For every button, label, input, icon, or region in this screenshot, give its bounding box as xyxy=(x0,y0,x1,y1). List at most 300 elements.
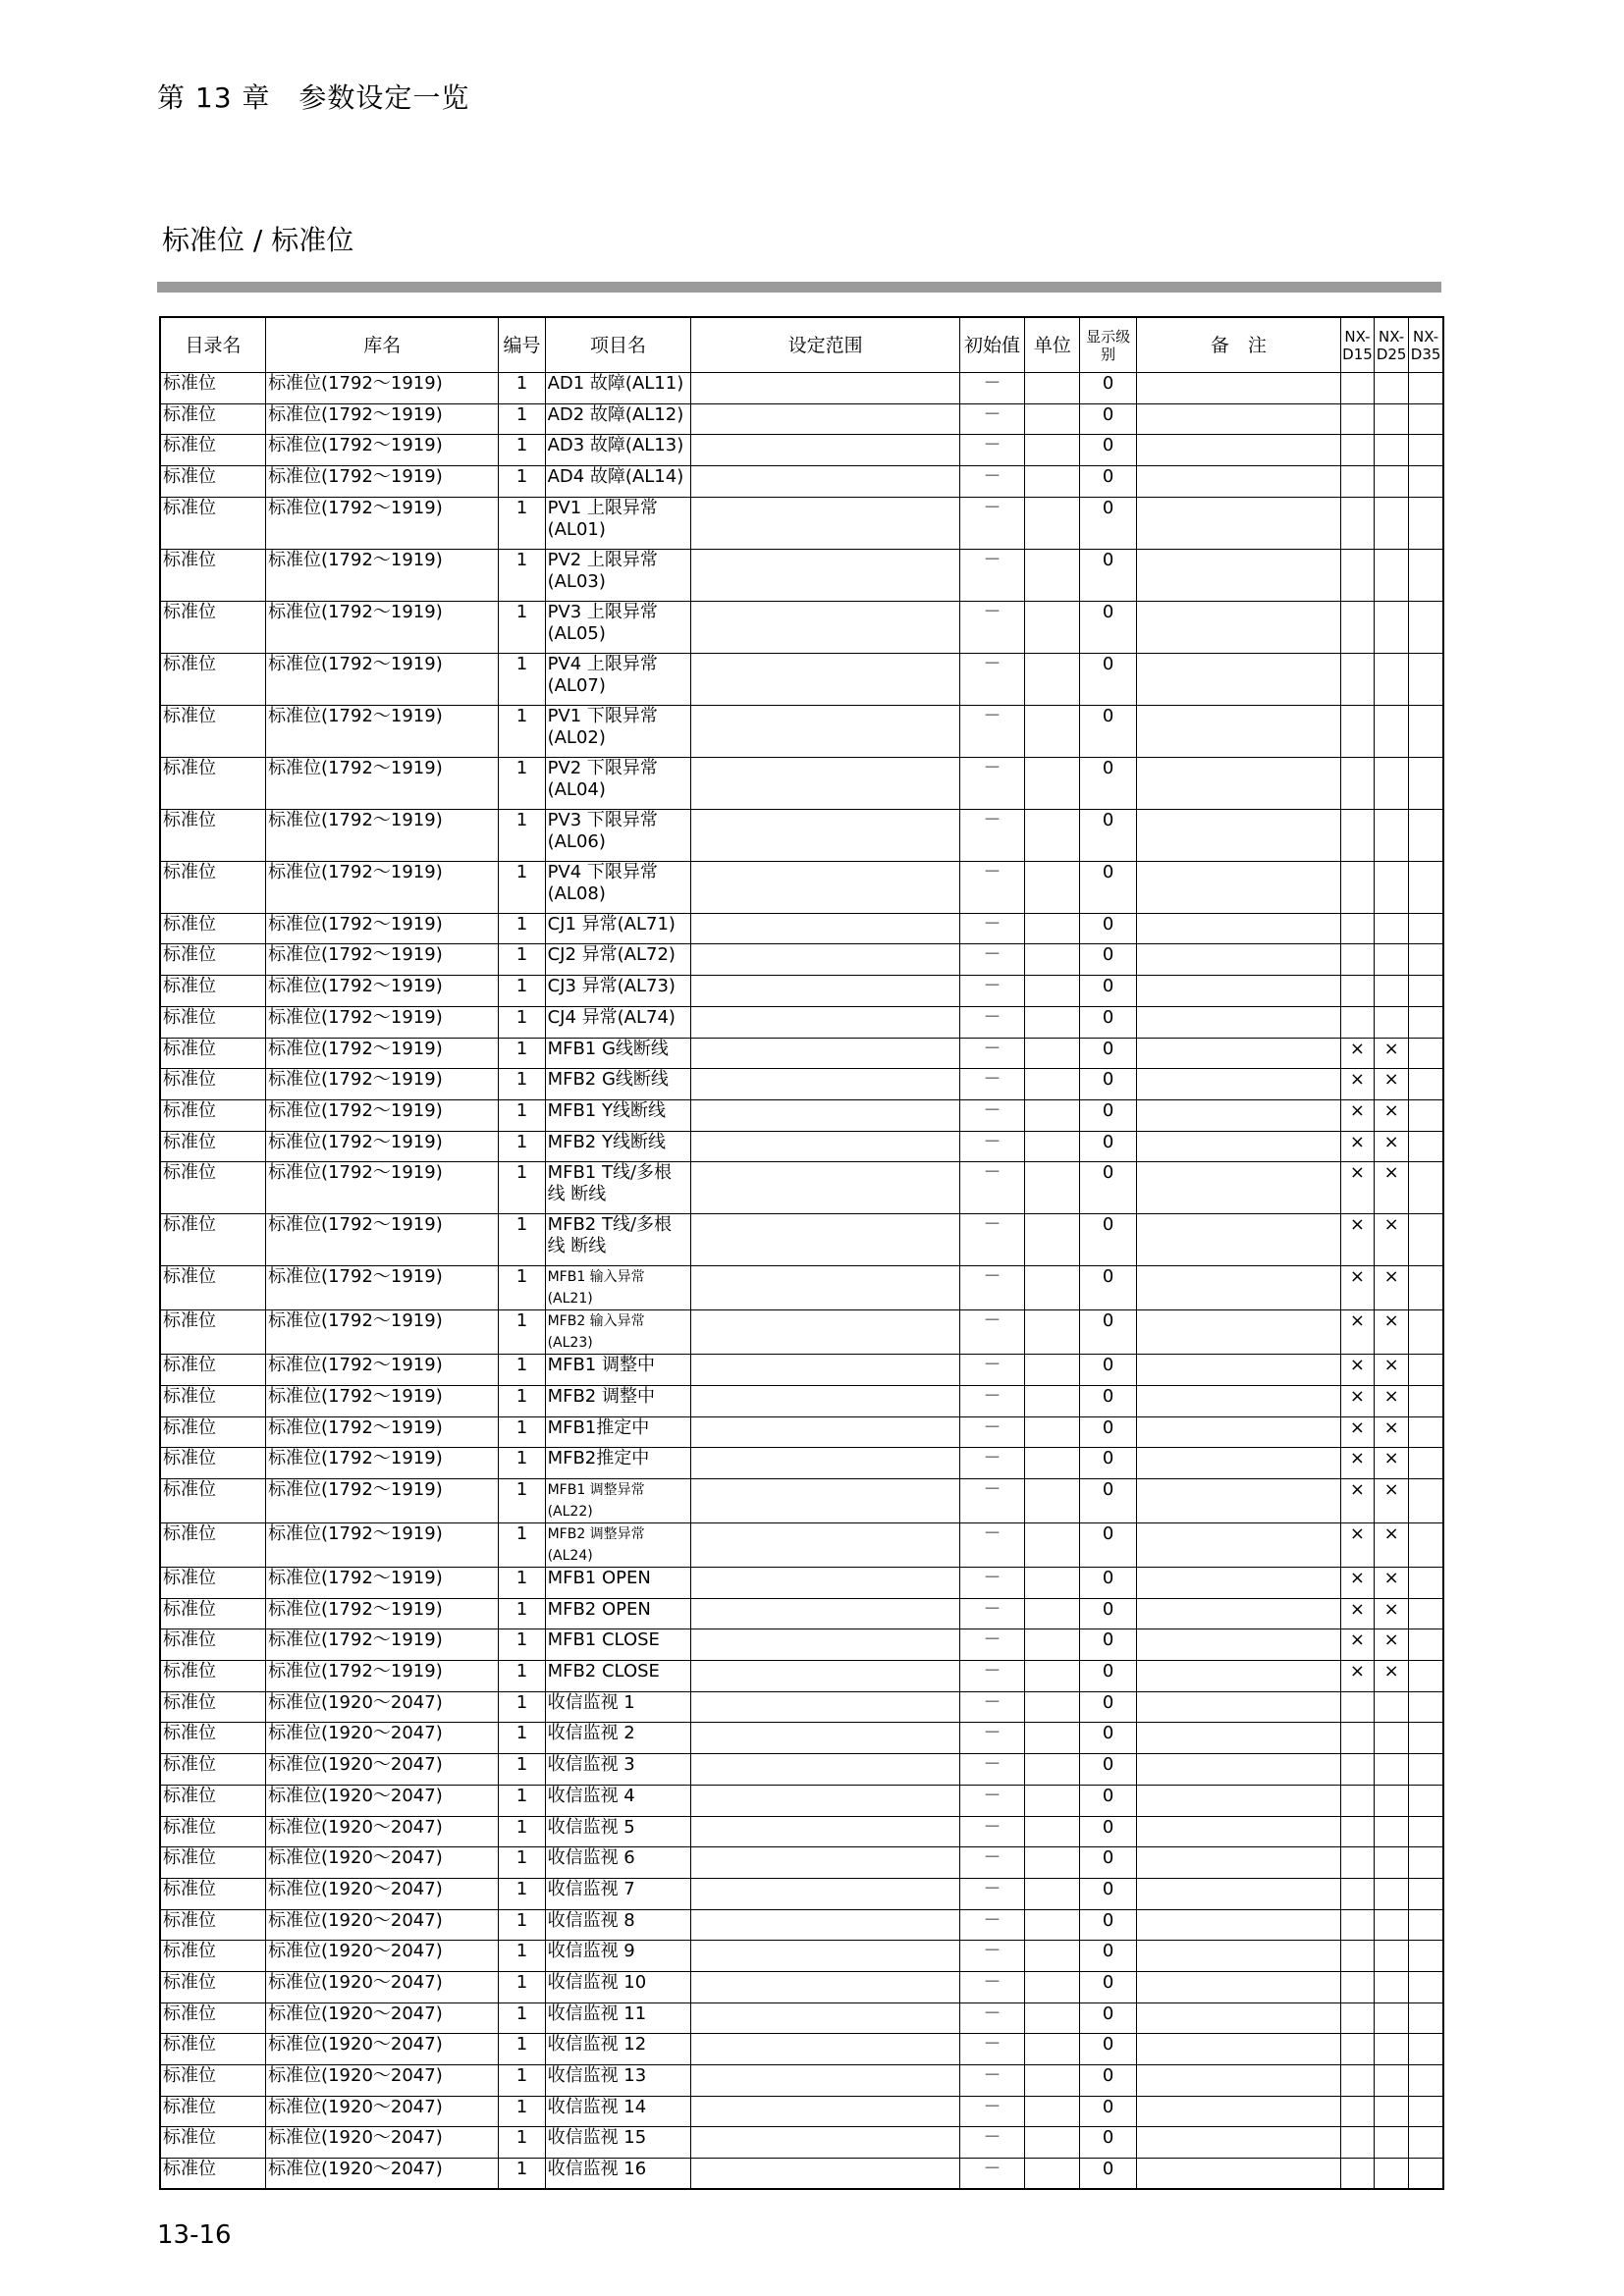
cell-remarks xyxy=(1136,913,1340,944)
cell-item: MFB2推定中 xyxy=(545,1448,691,1479)
cell-library: 标准位(1920～2047) xyxy=(266,1691,499,1723)
cell-nx-d35 xyxy=(1409,653,1443,705)
cell-item: AD3 故障(AL13) xyxy=(545,435,691,466)
cell-nx-d15 xyxy=(1340,653,1374,705)
header-library: 库名 xyxy=(266,317,499,373)
cell-initial: － xyxy=(959,1847,1024,1879)
cell-catalog: 标准位 xyxy=(160,1214,266,1266)
cell-item: CJ4 异常(AL74) xyxy=(545,1006,691,1038)
cell-remarks xyxy=(1136,1385,1340,1416)
cell-nx-d25 xyxy=(1375,403,1409,435)
cell-nx-d25: × xyxy=(1375,1629,1409,1661)
cell-initial: － xyxy=(959,757,1024,809)
cell-unit xyxy=(1025,1523,1080,1568)
cell-remarks xyxy=(1136,1131,1340,1162)
table-row xyxy=(160,913,1443,944)
cell-display-level: 0 xyxy=(1080,466,1136,498)
cell-catalog: 标准位 xyxy=(160,1099,266,1131)
cell-catalog: 标准位 xyxy=(160,809,266,861)
cell-nx-d25 xyxy=(1375,435,1409,466)
cell-range xyxy=(691,435,959,466)
cell-range xyxy=(691,2065,959,2097)
cell-unit xyxy=(1025,1909,1080,1941)
cell-display-level: 0 xyxy=(1080,757,1136,809)
cell-remarks xyxy=(1136,1310,1340,1355)
cell-initial: － xyxy=(959,1598,1024,1629)
cell-display-level: 0 xyxy=(1080,1661,1136,1692)
cell-initial: － xyxy=(959,1691,1024,1723)
cell-library: 标准位(1792～1919) xyxy=(266,809,499,861)
cell-nx-d15 xyxy=(1340,2127,1374,2159)
cell-nx-d35 xyxy=(1409,466,1443,498)
table-row xyxy=(160,1971,1443,2002)
cell-item: MFB1 输入异常(AL21) xyxy=(545,1266,691,1310)
cell-item: 收信监视 1 xyxy=(545,1691,691,1723)
cell-display-level: 0 xyxy=(1080,1479,1136,1523)
cell-nx-d35 xyxy=(1409,913,1443,944)
cell-unit xyxy=(1025,1878,1080,1909)
cell-nx-d15 xyxy=(1340,435,1374,466)
cell-range xyxy=(691,653,959,705)
cell-item: CJ3 异常(AL73) xyxy=(545,976,691,1007)
table-row xyxy=(160,497,1443,549)
table-row xyxy=(160,1661,1443,1692)
cell-initial: － xyxy=(959,976,1024,1007)
cell-nx-d25 xyxy=(1375,944,1409,976)
cell-range xyxy=(691,1131,959,1162)
cell-item: 收信监视 3 xyxy=(545,1754,691,1786)
table-row xyxy=(160,1941,1443,1972)
cell-remarks xyxy=(1136,2065,1340,2097)
cell-number: 1 xyxy=(499,435,545,466)
cell-range xyxy=(691,549,959,601)
table-row xyxy=(160,1847,1443,1879)
cell-unit xyxy=(1025,549,1080,601)
cell-item: MFB1 OPEN xyxy=(545,1568,691,1599)
cell-range xyxy=(691,1162,959,1214)
cell-nx-d15 xyxy=(1340,1754,1374,1786)
cell-library: 标准位(1792～1919) xyxy=(266,1568,499,1599)
cell-nx-d15 xyxy=(1340,2159,1374,2190)
header-display-level: 显示级别 xyxy=(1080,317,1136,373)
cell-range xyxy=(691,1941,959,1972)
cell-number: 1 xyxy=(499,497,545,549)
table-row xyxy=(160,2002,1443,2034)
cell-library: 标准位(1792～1919) xyxy=(266,1162,499,1214)
cell-item: 收信监视 7 xyxy=(545,1878,691,1909)
cell-nx-d15 xyxy=(1340,1941,1374,1972)
cell-display-level: 0 xyxy=(1080,1214,1136,1266)
cell-number: 1 xyxy=(499,601,545,653)
cell-number: 1 xyxy=(499,1131,545,1162)
cell-remarks xyxy=(1136,861,1340,913)
cell-unit xyxy=(1025,403,1080,435)
cell-nx-d35 xyxy=(1409,1448,1443,1479)
cell-nx-d35 xyxy=(1409,2065,1443,2097)
cell-nx-d25: × xyxy=(1375,1099,1409,1131)
cell-initial: － xyxy=(959,2065,1024,2097)
cell-library: 标准位(1920～2047) xyxy=(266,1971,499,2002)
table-row xyxy=(160,2159,1443,2190)
cell-remarks xyxy=(1136,1355,1340,1386)
cell-display-level: 0 xyxy=(1080,653,1136,705)
cell-nx-d35 xyxy=(1409,1909,1443,1941)
cell-initial: － xyxy=(959,1310,1024,1355)
cell-display-level: 0 xyxy=(1080,1069,1136,1100)
cell-library: 标准位(1792～1919) xyxy=(266,944,499,976)
table-row xyxy=(160,1479,1443,1523)
cell-remarks xyxy=(1136,497,1340,549)
cell-display-level: 0 xyxy=(1080,1416,1136,1448)
cell-unit xyxy=(1025,435,1080,466)
cell-range xyxy=(691,601,959,653)
cell-remarks xyxy=(1136,1069,1340,1100)
header-remarks: 备 注 xyxy=(1136,317,1340,373)
table-row xyxy=(160,653,1443,705)
cell-item: MFB1 调整异常(AL22) xyxy=(545,1479,691,1523)
cell-remarks xyxy=(1136,809,1340,861)
cell-catalog: 标准位 xyxy=(160,1785,266,1816)
cell-library: 标准位(1792～1919) xyxy=(266,1069,499,1100)
cell-range xyxy=(691,1878,959,1909)
cell-remarks xyxy=(1136,1816,1340,1847)
cell-catalog: 标准位 xyxy=(160,1006,266,1038)
cell-nx-d35 xyxy=(1409,2096,1443,2127)
cell-item: MFB1 调整中 xyxy=(545,1355,691,1386)
cell-display-level: 0 xyxy=(1080,1038,1136,1069)
cell-range xyxy=(691,2096,959,2127)
cell-nx-d15 xyxy=(1340,1971,1374,2002)
cell-nx-d25: × xyxy=(1375,1661,1409,1692)
cell-initial: － xyxy=(959,1785,1024,1816)
cell-item: MFB2 输入异常(AL23) xyxy=(545,1310,691,1355)
cell-catalog: 标准位 xyxy=(160,373,266,404)
cell-nx-d25 xyxy=(1375,2034,1409,2065)
cell-number: 1 xyxy=(499,1523,545,1568)
table-row xyxy=(160,1416,1443,1448)
cell-number: 1 xyxy=(499,913,545,944)
cell-catalog: 标准位 xyxy=(160,1416,266,1448)
cell-unit xyxy=(1025,2159,1080,2190)
cell-remarks xyxy=(1136,1479,1340,1523)
cell-item: MFB1 T线/多根线 断线 xyxy=(545,1162,691,1214)
cell-display-level: 0 xyxy=(1080,1816,1136,1847)
table-row xyxy=(160,944,1443,976)
cell-number: 1 xyxy=(499,1162,545,1214)
header-unit: 单位 xyxy=(1025,317,1080,373)
cell-nx-d25: × xyxy=(1375,1385,1409,1416)
table-row xyxy=(160,757,1443,809)
cell-unit xyxy=(1025,1416,1080,1448)
cell-item: 收信监视 11 xyxy=(545,2002,691,2034)
cell-nx-d25: × xyxy=(1375,1523,1409,1568)
cell-library: 标准位(1792～1919) xyxy=(266,1355,499,1386)
table-row xyxy=(160,2065,1443,2097)
cell-unit xyxy=(1025,1971,1080,2002)
cell-nx-d35 xyxy=(1409,403,1443,435)
cell-library: 标准位(1792～1919) xyxy=(266,1479,499,1523)
table-row xyxy=(160,1878,1443,1909)
cell-initial: － xyxy=(959,653,1024,705)
cell-unit xyxy=(1025,653,1080,705)
cell-unit xyxy=(1025,1069,1080,1100)
cell-item: MFB2 Y线断线 xyxy=(545,1131,691,1162)
table-row xyxy=(160,1162,1443,1214)
cell-number: 1 xyxy=(499,1754,545,1786)
cell-initial: － xyxy=(959,2096,1024,2127)
cell-number: 1 xyxy=(499,1006,545,1038)
section-title: 标准位 / 标准位 xyxy=(162,224,354,256)
cell-unit xyxy=(1025,944,1080,976)
cell-library: 标准位(1920～2047) xyxy=(266,1878,499,1909)
cell-item: 收信监视 12 xyxy=(545,2034,691,2065)
cell-nx-d15: × xyxy=(1340,1661,1374,1692)
cell-nx-d15 xyxy=(1340,2034,1374,2065)
cell-nx-d15 xyxy=(1340,403,1374,435)
cell-remarks xyxy=(1136,2002,1340,2034)
cell-nx-d15 xyxy=(1340,976,1374,1007)
cell-nx-d25 xyxy=(1375,1971,1409,2002)
cell-display-level: 0 xyxy=(1080,1723,1136,1754)
cell-unit xyxy=(1025,1006,1080,1038)
cell-nx-d35 xyxy=(1409,549,1443,601)
cell-nx-d25 xyxy=(1375,1941,1409,1972)
cell-remarks xyxy=(1136,2096,1340,2127)
cell-nx-d15: × xyxy=(1340,1448,1374,1479)
cell-nx-d25 xyxy=(1375,705,1409,757)
cell-catalog: 标准位 xyxy=(160,1598,266,1629)
cell-nx-d35 xyxy=(1409,1355,1443,1386)
cell-nx-d35 xyxy=(1409,1069,1443,1100)
cell-number: 1 xyxy=(499,2127,545,2159)
cell-library: 标准位(1792～1919) xyxy=(266,1448,499,1479)
cell-display-level: 0 xyxy=(1080,435,1136,466)
cell-initial: － xyxy=(959,1416,1024,1448)
cell-display-level: 0 xyxy=(1080,976,1136,1007)
cell-display-level: 0 xyxy=(1080,1310,1136,1355)
cell-initial: － xyxy=(959,861,1024,913)
cell-display-level: 0 xyxy=(1080,1162,1136,1214)
cell-display-level: 0 xyxy=(1080,373,1136,404)
cell-nx-d15: × xyxy=(1340,1310,1374,1355)
cell-item: 收信监视 16 xyxy=(545,2159,691,2190)
cell-number: 1 xyxy=(499,976,545,1007)
cell-display-level: 0 xyxy=(1080,1847,1136,1879)
cell-item: CJ1 异常(AL71) xyxy=(545,913,691,944)
cell-nx-d15: × xyxy=(1340,1385,1374,1416)
cell-item: AD2 故障(AL12) xyxy=(545,403,691,435)
cell-unit xyxy=(1025,466,1080,498)
cell-item: PV3 下限异常 (AL06) xyxy=(545,809,691,861)
header-item: 项目名 xyxy=(545,317,691,373)
table-row xyxy=(160,1568,1443,1599)
cell-nx-d35 xyxy=(1409,1568,1443,1599)
cell-library: 标准位(1792～1919) xyxy=(266,1006,499,1038)
cell-initial: － xyxy=(959,1941,1024,1972)
cell-number: 1 xyxy=(499,1448,545,1479)
cell-display-level: 0 xyxy=(1080,913,1136,944)
cell-catalog: 标准位 xyxy=(160,2159,266,2190)
cell-number: 1 xyxy=(499,944,545,976)
cell-catalog: 标准位 xyxy=(160,1629,266,1661)
cell-nx-d35 xyxy=(1409,497,1443,549)
table-row xyxy=(160,549,1443,601)
cell-library: 标准位(1792～1919) xyxy=(266,1038,499,1069)
cell-range xyxy=(691,1785,959,1816)
cell-nx-d25 xyxy=(1375,976,1409,1007)
cell-catalog: 标准位 xyxy=(160,2002,266,2034)
table-header-row xyxy=(160,317,1443,373)
header-range: 设定范围 xyxy=(691,317,959,373)
cell-nx-d25 xyxy=(1375,1723,1409,1754)
cell-nx-d35 xyxy=(1409,1878,1443,1909)
cell-nx-d25 xyxy=(1375,809,1409,861)
cell-display-level: 0 xyxy=(1080,1941,1136,1972)
cell-nx-d35 xyxy=(1409,1266,1443,1310)
cell-initial: － xyxy=(959,1448,1024,1479)
cell-display-level: 0 xyxy=(1080,1629,1136,1661)
chapter-title: 第 13 章 参数设定一览 xyxy=(157,81,470,114)
cell-library: 标准位(1792～1919) xyxy=(266,497,499,549)
cell-display-level: 0 xyxy=(1080,1385,1136,1416)
cell-nx-d25 xyxy=(1375,1691,1409,1723)
cell-number: 1 xyxy=(499,1785,545,1816)
cell-nx-d15: × xyxy=(1340,1568,1374,1599)
cell-nx-d15 xyxy=(1340,1006,1374,1038)
cell-item: PV4 下限异常 (AL08) xyxy=(545,861,691,913)
cell-display-level: 0 xyxy=(1080,1131,1136,1162)
cell-catalog: 标准位 xyxy=(160,549,266,601)
cell-initial: － xyxy=(959,1816,1024,1847)
cell-range xyxy=(691,1691,959,1723)
cell-item: 收信监视 10 xyxy=(545,1971,691,2002)
cell-nx-d35 xyxy=(1409,1816,1443,1847)
cell-item: 收信监视 8 xyxy=(545,1909,691,1941)
table-row xyxy=(160,2096,1443,2127)
cell-remarks xyxy=(1136,1038,1340,1069)
cell-unit xyxy=(1025,2034,1080,2065)
cell-range xyxy=(691,1385,959,1416)
cell-nx-d15 xyxy=(1340,497,1374,549)
table-row xyxy=(160,1523,1443,1568)
table-row xyxy=(160,2127,1443,2159)
cell-nx-d15 xyxy=(1340,944,1374,976)
cell-unit xyxy=(1025,1816,1080,1847)
cell-unit xyxy=(1025,809,1080,861)
cell-number: 1 xyxy=(499,1909,545,1941)
cell-nx-d35 xyxy=(1409,373,1443,404)
cell-remarks xyxy=(1136,549,1340,601)
cell-unit xyxy=(1025,705,1080,757)
cell-catalog: 标准位 xyxy=(160,1661,266,1692)
cell-display-level: 0 xyxy=(1080,2065,1136,2097)
table-row xyxy=(160,1785,1443,1816)
cell-display-level: 0 xyxy=(1080,2096,1136,2127)
cell-remarks xyxy=(1136,653,1340,705)
cell-number: 1 xyxy=(499,1568,545,1599)
cell-item: CJ2 异常(AL72) xyxy=(545,944,691,976)
cell-nx-d25: × xyxy=(1375,1448,1409,1479)
cell-remarks xyxy=(1136,373,1340,404)
cell-unit xyxy=(1025,373,1080,404)
cell-catalog: 标准位 xyxy=(160,1568,266,1599)
cell-item: 收信监视 4 xyxy=(545,1785,691,1816)
cell-range xyxy=(691,1006,959,1038)
cell-initial: － xyxy=(959,1661,1024,1692)
cell-initial: － xyxy=(959,705,1024,757)
cell-unit xyxy=(1025,1355,1080,1386)
table-row xyxy=(160,1006,1443,1038)
cell-nx-d35 xyxy=(1409,944,1443,976)
cell-range xyxy=(691,497,959,549)
cell-nx-d25 xyxy=(1375,2127,1409,2159)
cell-library: 标准位(1792～1919) xyxy=(266,1266,499,1310)
cell-unit xyxy=(1025,2096,1080,2127)
cell-range xyxy=(691,1266,959,1310)
cell-catalog: 标准位 xyxy=(160,1971,266,2002)
table-row xyxy=(160,601,1443,653)
cell-initial: － xyxy=(959,1131,1024,1162)
cell-initial: － xyxy=(959,1069,1024,1100)
cell-unit xyxy=(1025,1661,1080,1692)
cell-unit xyxy=(1025,1266,1080,1310)
cell-item: MFB2 CLOSE xyxy=(545,1661,691,1692)
cell-nx-d25 xyxy=(1375,466,1409,498)
cell-range xyxy=(691,1355,959,1386)
cell-library: 标准位(1792～1919) xyxy=(266,1629,499,1661)
cell-nx-d15: × xyxy=(1340,1214,1374,1266)
cell-range xyxy=(691,2002,959,2034)
cell-nx-d35 xyxy=(1409,1416,1443,1448)
cell-catalog: 标准位 xyxy=(160,1038,266,1069)
cell-remarks xyxy=(1136,2159,1340,2190)
cell-initial: － xyxy=(959,1214,1024,1266)
cell-initial: － xyxy=(959,1909,1024,1941)
cell-unit xyxy=(1025,1723,1080,1754)
cell-nx-d25: × xyxy=(1375,1131,1409,1162)
cell-item: MFB2 T线/多根线 断线 xyxy=(545,1214,691,1266)
cell-number: 1 xyxy=(499,1878,545,1909)
cell-remarks xyxy=(1136,1629,1340,1661)
cell-number: 1 xyxy=(499,705,545,757)
cell-nx-d25 xyxy=(1375,373,1409,404)
cell-nx-d35 xyxy=(1409,1523,1443,1568)
table-row xyxy=(160,2034,1443,2065)
cell-nx-d25 xyxy=(1375,1816,1409,1847)
cell-catalog: 标准位 xyxy=(160,705,266,757)
cell-display-level: 0 xyxy=(1080,601,1136,653)
cell-item: PV1 上限异常 (AL01) xyxy=(545,497,691,549)
cell-number: 1 xyxy=(499,1598,545,1629)
cell-nx-d25 xyxy=(1375,601,1409,653)
cell-nx-d35 xyxy=(1409,1131,1443,1162)
cell-catalog: 标准位 xyxy=(160,1069,266,1100)
cell-nx-d15: × xyxy=(1340,1069,1374,1100)
cell-number: 1 xyxy=(499,1310,545,1355)
cell-initial: － xyxy=(959,1629,1024,1661)
cell-unit xyxy=(1025,1162,1080,1214)
table-row xyxy=(160,1448,1443,1479)
cell-item: 收信监视 14 xyxy=(545,2096,691,2127)
cell-unit xyxy=(1025,913,1080,944)
cell-unit xyxy=(1025,1214,1080,1266)
cell-item: 收信监视 15 xyxy=(545,2127,691,2159)
cell-remarks xyxy=(1136,1448,1340,1479)
cell-catalog: 标准位 xyxy=(160,1754,266,1786)
cell-number: 1 xyxy=(499,2159,545,2190)
cell-remarks xyxy=(1136,944,1340,976)
cell-nx-d35 xyxy=(1409,1598,1443,1629)
